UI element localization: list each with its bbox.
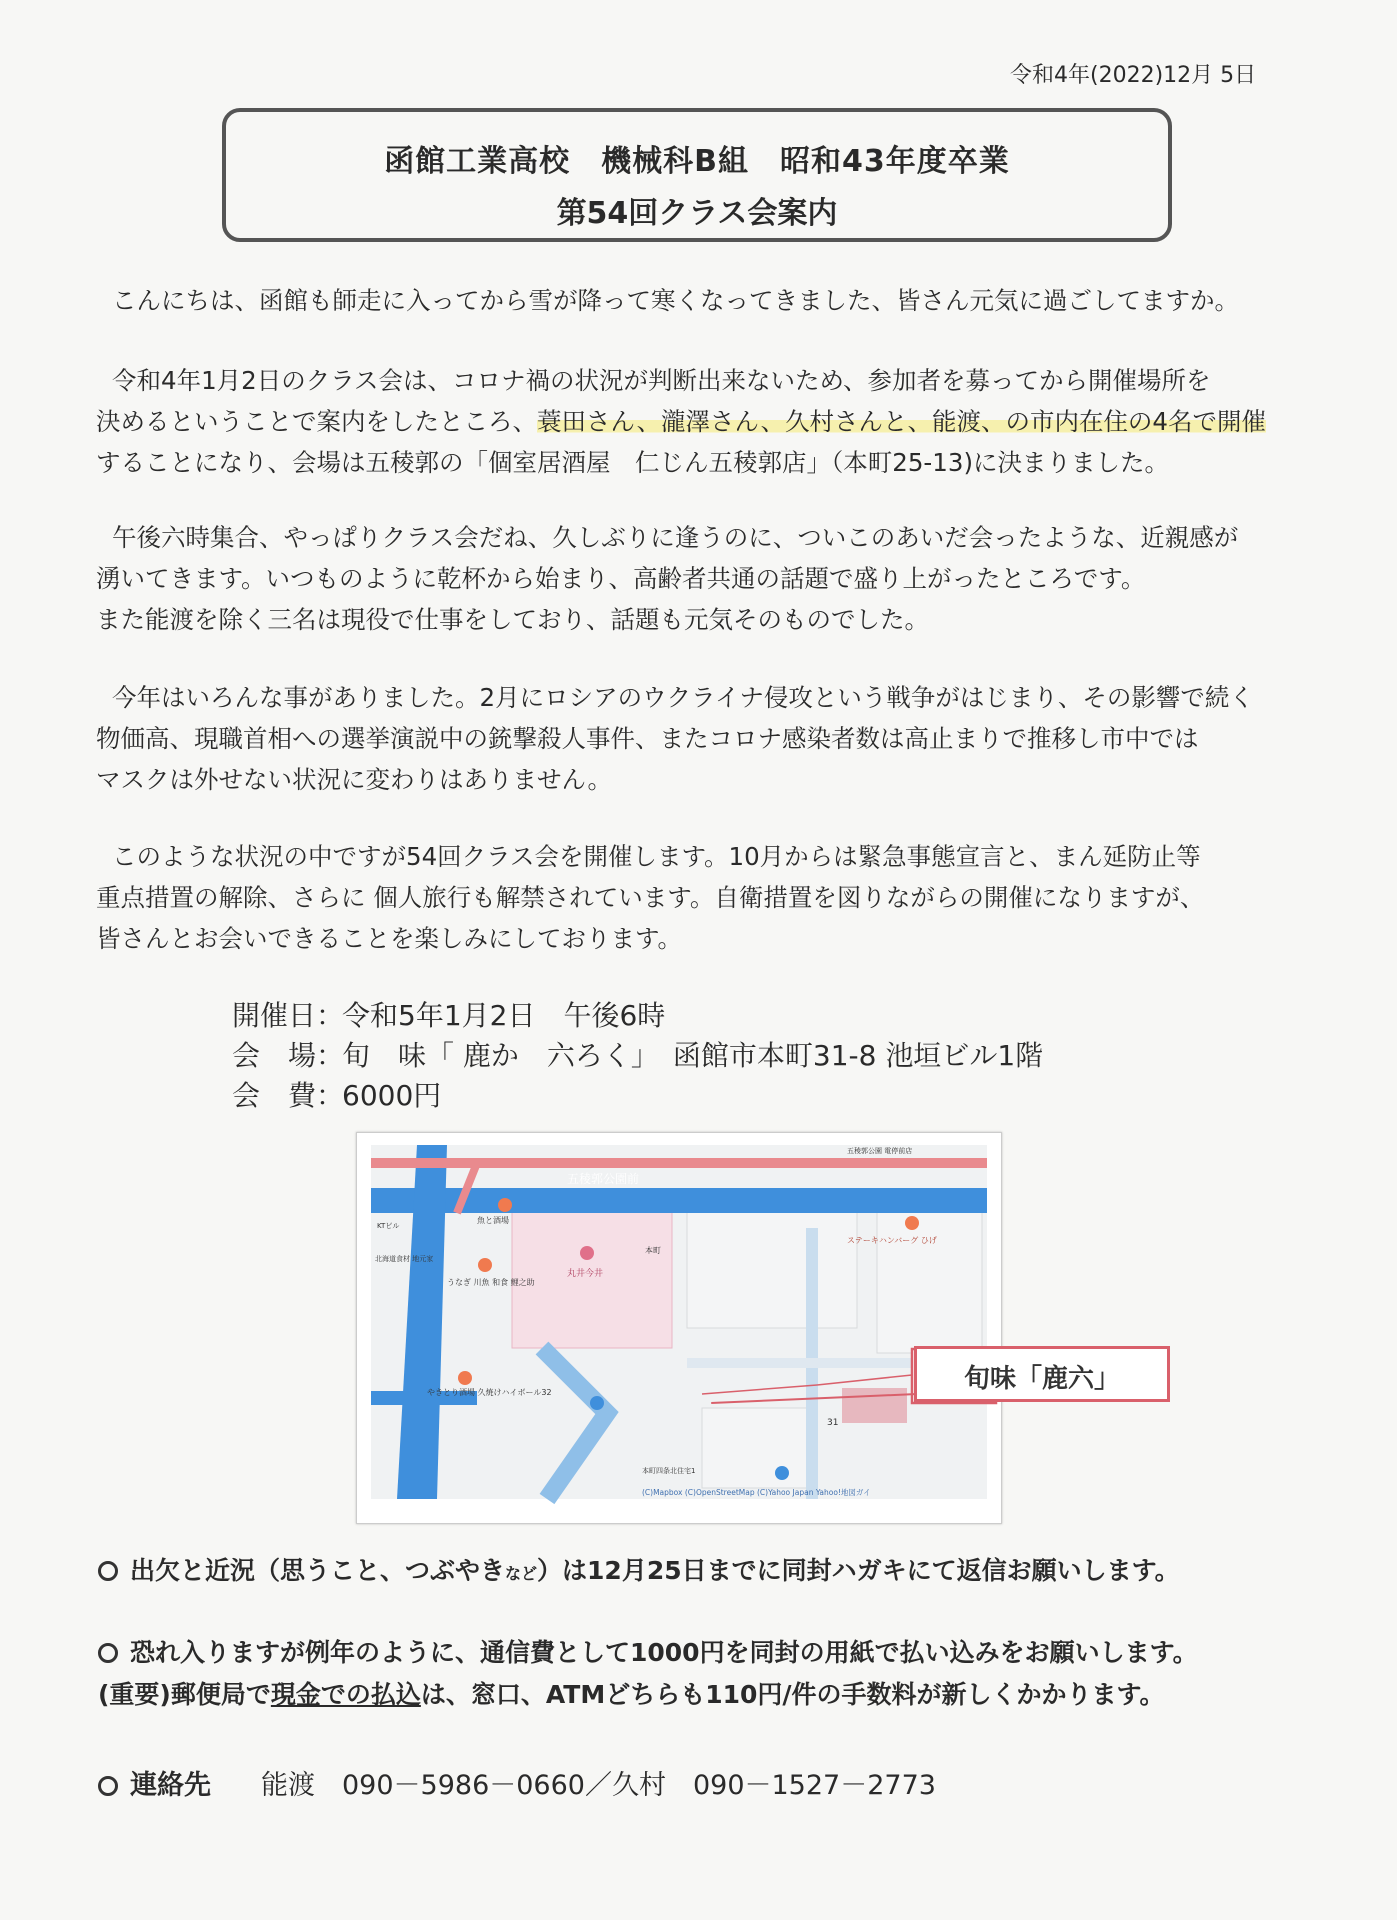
note-fee: 恐れ入りますが例年のように、通信費として1000円を同封の用紙で払い込みをお願いします。 (重要)郵便局で現金での払込は、窓口、ATMどちらも110円/件の手数料が新しくかかります。 (98, 1638, 1198, 1709)
bullet-circle-icon (98, 1643, 118, 1663)
attendee-names-highlight: 蓑田さん、瀧澤さん、久村さんと、能渡、の市内在住の4名で開催 (537, 407, 1267, 436)
map-label-marui: 丸井今井 (567, 1269, 604, 1279)
event-venue-row: 会 場： 旬 味「 鹿か 六ろく」 函館市本町31-8 池垣ビル1階 (232, 1039, 1044, 1072)
map-label-steak: ステーキハンバーグ ひげ (847, 1236, 937, 1245)
venue-map (356, 1132, 1002, 1524)
event-date-row: 開催日： 令和5年1月2日 午後6時 (232, 999, 666, 1032)
announcement-paragraph: このような状況の中ですが54回クラス会を開催します。10月からは緊急事態宣言と、まん延防止等 重点措置の解除、さらに 個人旅行も解禁されています。自衛措置を図りながらの開催になりますが、 皆さんとお会いできることを楽しみにしております。 (96, 842, 1205, 953)
document-date: 令和4年(2022)12月 5日 (1010, 63, 1257, 88)
map-label-unagi: うなぎ 川魚 和食 鯉之助 (447, 1278, 535, 1287)
title-line1: 函館工業高校 機械科B組 昭和43年度卒業 (384, 144, 1010, 179)
report-paragraph: 令和4年1月2日のクラス会は、コロナ禍の状況が判断出来ないため、参加者を募ってから開催場所を 決めるということで案内をしたところ、蓑田さん、瀧澤さん、久村さんと、能渡、の市内在住の4名で開催 することになり、会場は五稜郭の「個室居酒屋 仁じん五稜郭店」（本町25-13)に決まりました。 (96, 366, 1267, 477)
intro-paragraph: こんにちは、函館も師走に入ってから雪が降って寒くなってきました、皆さん元気に過ごしてますか。 (112, 286, 1239, 315)
bullet-circle-icon (98, 1561, 118, 1581)
venue-callout-label: 旬味「鹿六」 (963, 1364, 1120, 1394)
title-line2: 第54回クラス会案内 (556, 196, 838, 231)
event-fee-row: 会 費： 6000円 (232, 1079, 442, 1112)
map-label-station: 五稜郭公園 電停前店 (847, 1147, 913, 1155)
map-label-yakitori: やきとり酒場 久焼けハイボール32 (427, 1388, 552, 1397)
map-label-housing: 本町四条北住宅1 (642, 1467, 696, 1475)
gathering-paragraph: 午後六時集合、やっぱりクラス会だね、久しぶりに逢うのに、ついこのあいだ会ったような、近親感が 湧いてきます。いつものように乾杯から始まり、高齢者共通の話題で盛り上がったところです。 また能渡を除く三名は現役で仕事をしており、話題も元気そのものでした。 (96, 523, 1239, 634)
map-label-block31: 31 (827, 1418, 839, 1428)
news-paragraph: 今年はいろんな事がありました。2月にロシアのウクライナ侵攻という戦争がはじまり、その影響で続く 物価高、現職首相への選挙演説中の銃撃殺人事件、またコロナ感染者数は高止まりで推移し市中では マスクは外せない状況に変わりはありません。 (96, 683, 1254, 794)
event-info (232, 996, 1043, 1116)
map-label-honcho: 本町 (645, 1246, 661, 1255)
contact-info: 連絡先 能渡 090－5986－0660／久村 090－1527－2773 (98, 1763, 936, 1802)
map-label-fish: 魚と酒場 (477, 1216, 509, 1225)
map-label-jimotoya: 北海道食材 地元家 (375, 1255, 434, 1263)
bullet-circle-icon (98, 1776, 118, 1796)
note-reply: 出欠と近況（思うこと、つぶやきなど）は12月25日までに同封ハガキにて返信お願いします。 (98, 1550, 1180, 1595)
map-drawing (357, 1133, 1001, 1523)
map-street-label: 五稜郭公園前 (567, 1172, 640, 1186)
map-attribution: (C)Mapbox (C)OpenStreetMap (C)Yahoo Japan Yahoo!地図ガイ (642, 1488, 871, 1497)
map-label-kt: KTビル (377, 1222, 400, 1230)
